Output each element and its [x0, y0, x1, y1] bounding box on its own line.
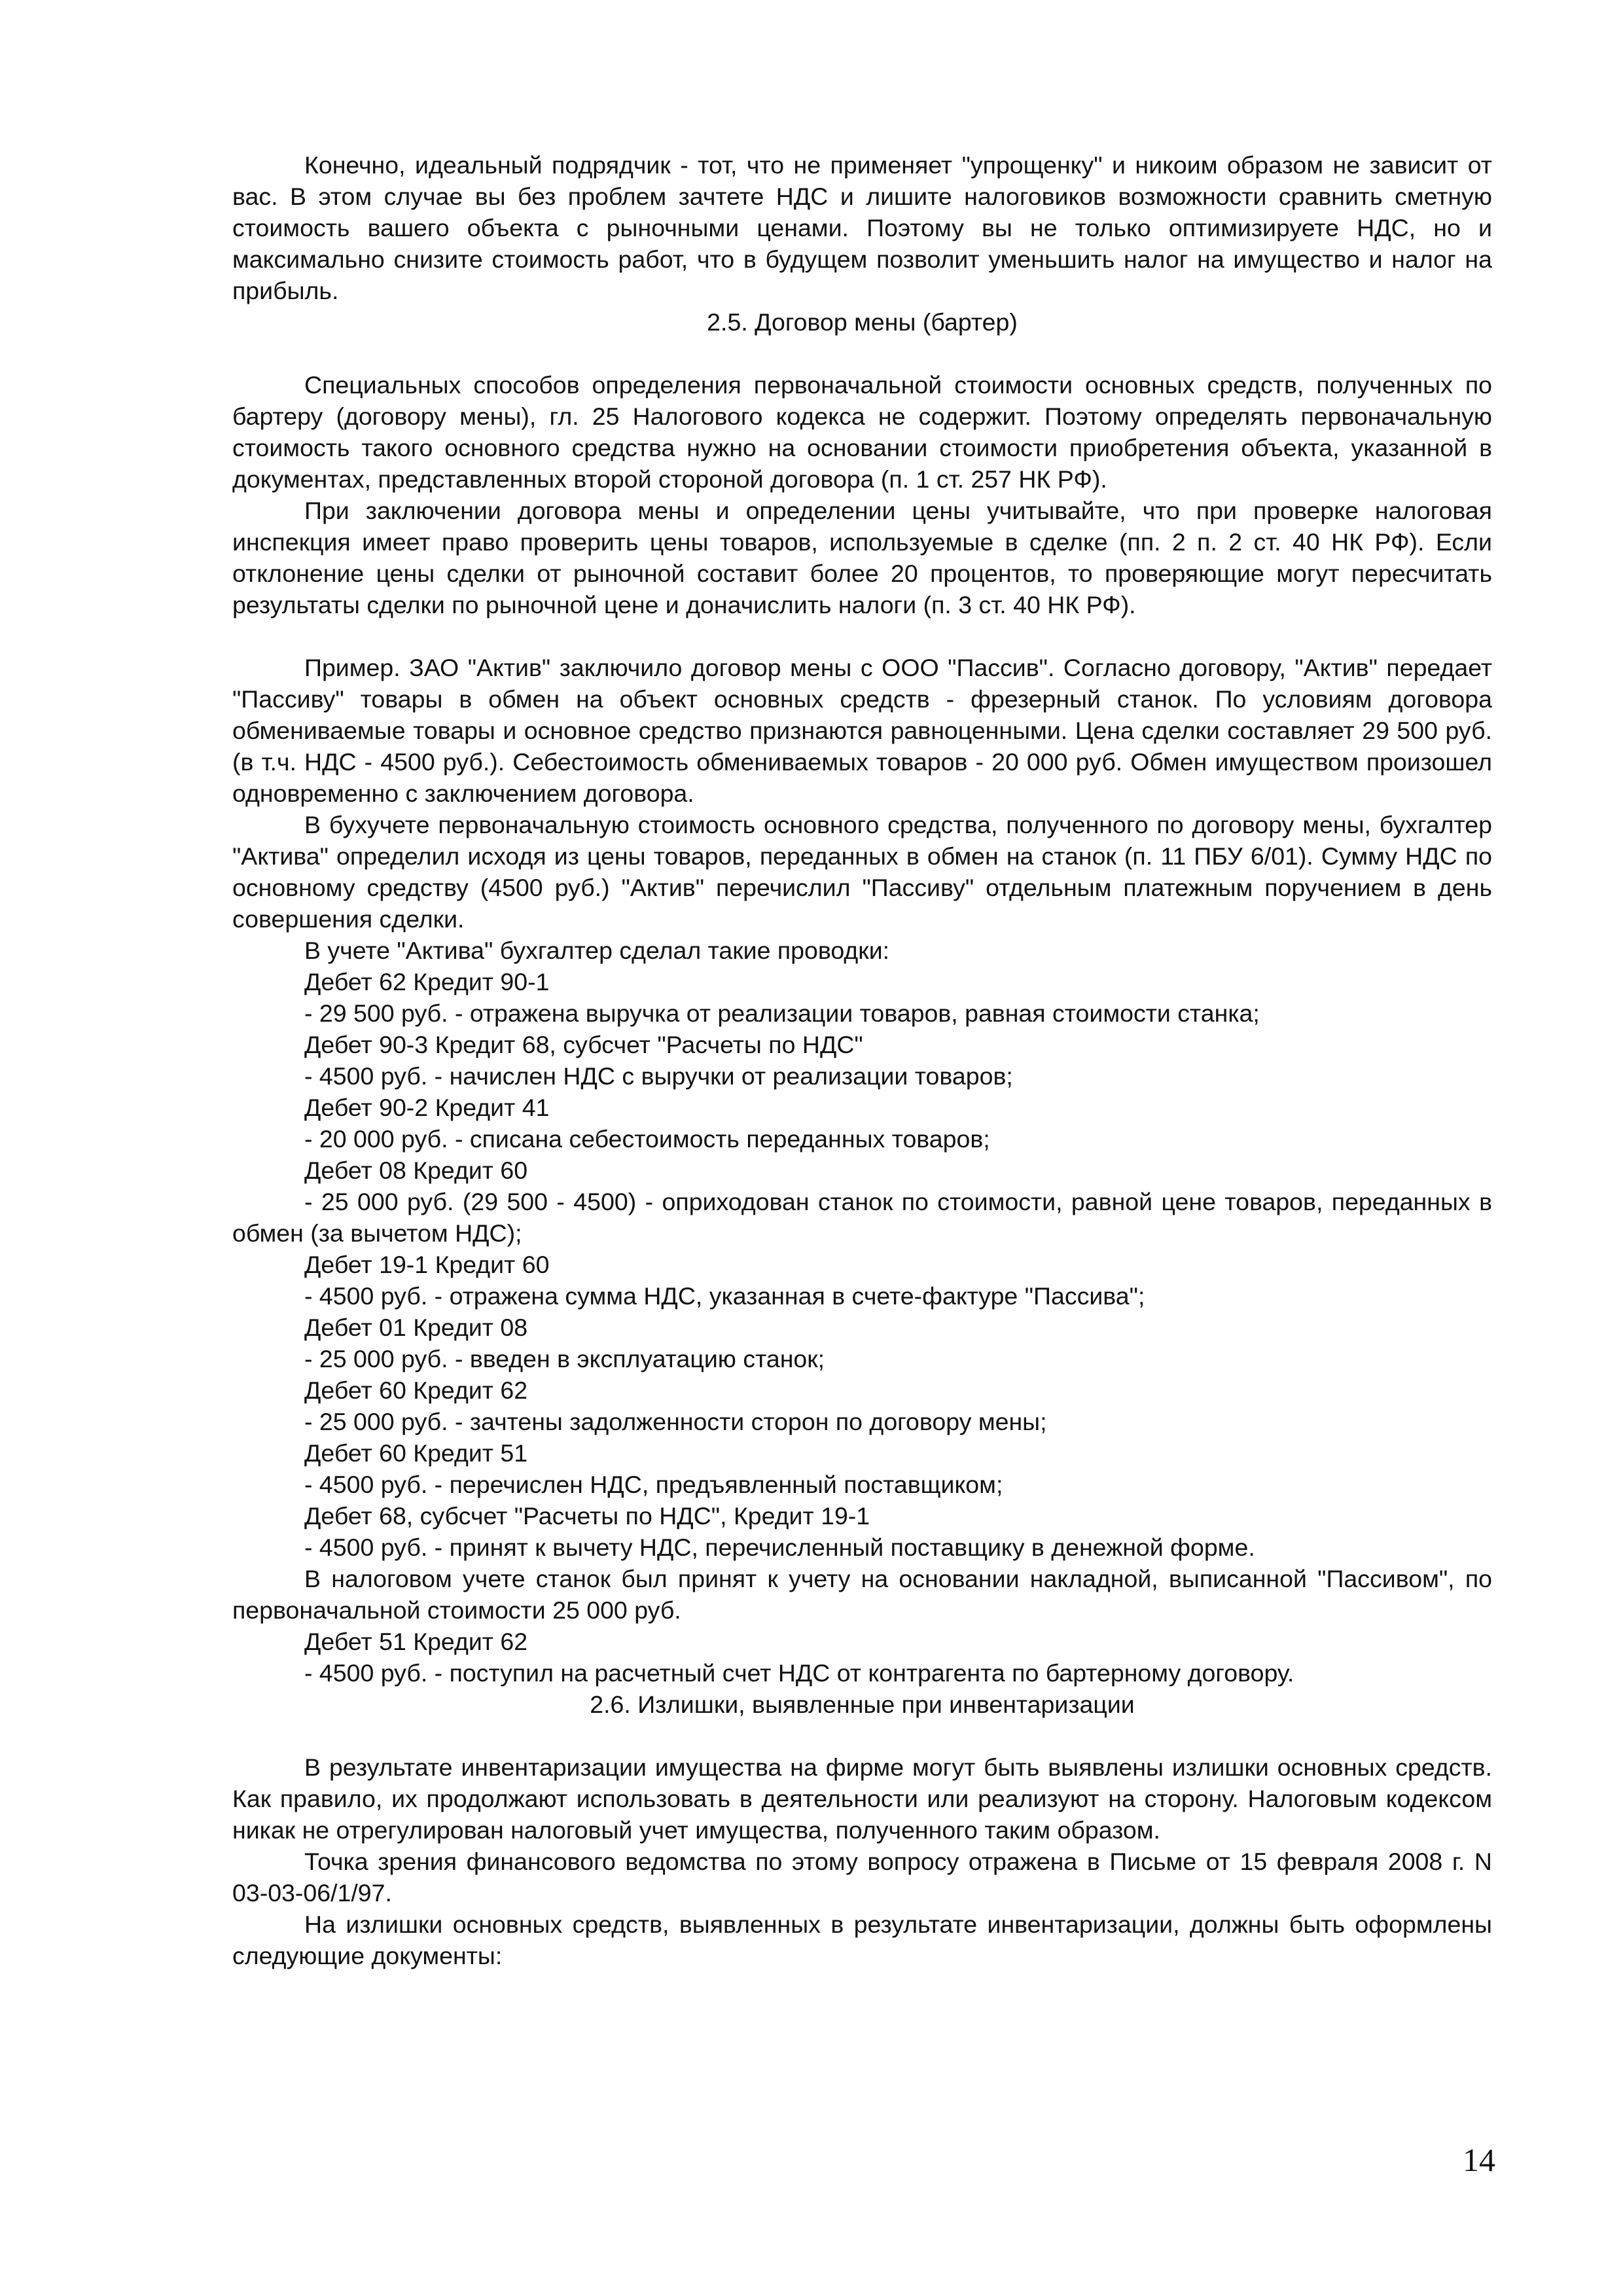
entry-line: - 4500 руб. - начислен НДС с выручки от реализации товаров;	[304, 1062, 1013, 1090]
surplus-paragraph-2: Точка зрения финансового ведомства по этому вопросу отражена в Письме от 15 февраля 2008 г. N 03-03-06/1/97.	[232, 1848, 1492, 1907]
entry-line: - 25 000 руб. (29 500 - 4500) - оприходован станок по стоимости, равной цене товаров, переданных в обмен (за вычетом НДС);	[232, 1188, 1492, 1247]
entry-line: Дебет 68, субсчет "Расчеты по НДС", Кредит 19-1	[304, 1502, 870, 1530]
page-number: 14	[1463, 2142, 1495, 2178]
entry-line: - 25 000 руб. - введен в эксплуатацию станок;	[304, 1345, 825, 1372]
entry-line: - 4500 руб. - принят к вычету НДС, перечисленный поставщику в денежной форме.	[304, 1534, 1255, 1561]
accounting-paragraph: В бухучете первоначальную стоимость основного средства, полученного по договору мены, бухгалтер "Актива" определил исходя из цены товаров, переданных в обмен на станок (п. 11 ПБУ 6/01). Сумму НДС по основному средству (4500 руб.) "Актив" перечислил "Пассиву" отдельным платежным поручением в день совершения сделки.	[232, 811, 1492, 933]
entry-line: Дебет 60 Кредит 51	[304, 1439, 528, 1467]
surplus-paragraph-3: На излишки основных средств, выявленных в результате инвентаризации, должны быть оформлены следующие документы:	[232, 1910, 1492, 1969]
entry-line: - 4500 руб. - перечислен НДС, предъявленный поставщиком;	[304, 1471, 1003, 1498]
surplus-paragraph-1: В результате инвентаризации имущества на фирме могут быть выявлены излишки основных средств. Как правило, их продолжают использовать в деятельности или реализуют на сторону. Налоговым кодексом никак не отрегулирован налоговый учет имущества, полученного таким образом.	[232, 1753, 1492, 1844]
entry-line: Дебет 60 Кредит 62	[304, 1376, 528, 1404]
entries-intro: В учете "Актива" бухгалтер сделал такие проводки:	[304, 937, 890, 964]
entry-line: Дебет 08 Кредит 60	[304, 1157, 528, 1184]
entry-line: Дебет 90-3 Кредит 68, субсчет "Расчеты по НДС"	[304, 1031, 863, 1058]
entry-line: Дебет 90-2 Кредит 41	[304, 1094, 550, 1121]
entry-line: - 25 000 руб. - зачтены задолженности сторон по договору мены;	[304, 1408, 1047, 1435]
entry-line: Дебет 62 Кредит 90-1	[304, 968, 550, 996]
entry-line: Дебет 51 Кредит 62	[304, 1628, 528, 1655]
entry-line: - 4500 руб. - поступил на расчетный счет НДС от контрагента по бартерному договору.	[304, 1659, 1294, 1687]
tax-accounting-paragraph: В налоговом учете станок был принят к учету на основании накладной, выписанной "Пассивом", по первоначальной стоимости 25 000 руб.	[232, 1565, 1492, 1624]
intro-paragraph: Конечно, идеальный подрядчик - тот, что не применяет "упрощенку" и никоим образом не зависит от вас. В этом случае вы без проблем зачтете НДС и лишите налоговиков возможности сравнить сметную стоимость вашего объекта с рыночными ценами. Поэтому вы не только оптимизируете НДС, но и максимально снизите стоимость работ, что в будущем позволит уменьшить налог на имущество и налог на прибыль.	[232, 151, 1492, 304]
entry-line: - 29 500 руб. - отражена выручка от реализации товаров, равная стоимости станка;	[304, 999, 1260, 1027]
entry-line: - 20 000 руб. - списана себестоимость переданных товаров;	[304, 1125, 990, 1153]
section-heading-2-6: 2.6. Излишки, выявленные при инвентаризации	[590, 1691, 1135, 1718]
barter-paragraph-2: При заключении договора мены и определении цены учитывайте, что при проверке налоговая инспекция имеет право проверить цены товаров, используемые в сделке (пп. 2 п. 2 ст. 40 НК РФ). Если отклонение цены сделки от рыночной составит более 20 процентов, то проверяющие могут пересчитать результаты сделки по рыночной цене и доначислить налоги (п. 3 ст. 40 НК РФ).	[232, 497, 1492, 619]
entry-line: - 4500 руб. - отражена сумма НДС, указанная в счете-фактуре "Пассива";	[304, 1282, 1145, 1310]
entry-line: Дебет 19-1 Кредит 60	[304, 1251, 550, 1278]
section-heading-2-5: 2.5. Договор мены (бартер)	[707, 308, 1018, 336]
example-paragraph: Пример. ЗАО "Актив" заключило договор мены с ООО "Пассив". Согласно договору, "Актив" передает "Пассиву" товары в обмен на объект основных средств - фрезерный станок. По условиям договора обмениваемые товары и основное средство признаются равноценными. Цена сделки составляет 29 500 руб. (в т.ч. НДС - 4500 руб.). Себестоимость обмениваемых товаров - 20 000 руб. Обмен имуществом произошел одновременно с заключением договора.	[232, 654, 1492, 807]
document-page	[232, 149, 1492, 1971]
entry-line: Дебет 01 Кредит 08	[304, 1314, 528, 1341]
barter-paragraph-1: Специальных способов определения первоначальной стоимости основных средств, полученных по бартеру (договору мены), гл. 25 Налогового кодекса не содержит. Поэтому определять первоначальную стоимость такого основного средства нужно на основании стоимости приобретения объекта, указанной в документах, представленных второй стороной договора (п. 1 ст. 257 НК РФ).	[232, 371, 1492, 493]
